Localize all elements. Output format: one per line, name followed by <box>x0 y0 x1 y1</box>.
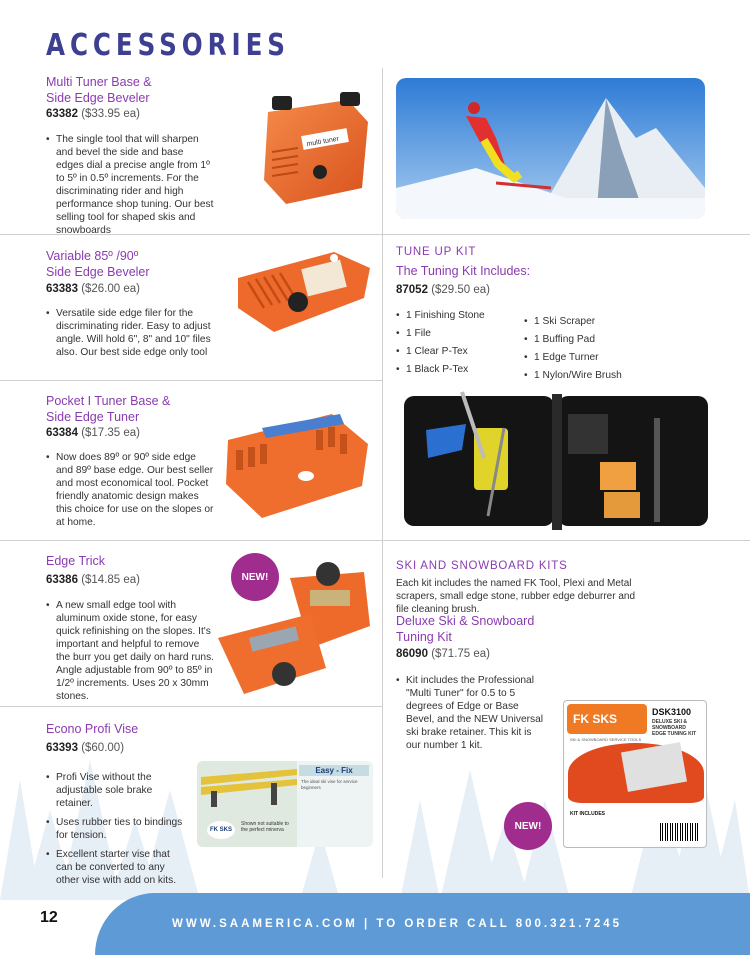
econo-vise-card <box>197 761 373 847</box>
tune-kit-case-image <box>404 388 718 534</box>
product-title-pocket-tuner[interactable]: Pocket I Tuner Base & Side Edge Tuner <box>46 394 171 424</box>
product-title-deluxe-kit[interactable]: Deluxe Ski & Snowboard Tuning Kit <box>396 614 535 644</box>
section-divider <box>0 380 382 381</box>
kit-box-name: DELUXE SKI & SNOWBOARD EDGE TUNING KIT <box>652 719 697 737</box>
product-title-edge-trick[interactable]: Edge Trick <box>46 554 106 568</box>
product-title-variable-beveler[interactable]: Variable 85º /90º Side Edge Beveler <box>46 249 150 279</box>
snow-kits-intro: Each kit includes the named FK Tool, Plexi and Metal scrapers, small edge stone, rubber edge deburrer and file cleaning brush. <box>396 578 636 615</box>
product-description: • Versatile side edge filer for the discriminating rider. Easy to adjust angle. Will hold 6", 8" and 10" files also. Our best side edge only tool <box>46 307 216 365</box>
section-divider <box>382 234 750 235</box>
tune-kit-list-col2: • 1 Ski Scraper • 1 Buffing Pad • 1 Edge Turner • 1 Nylon/Wire Brush <box>524 315 654 382</box>
vise-card-subtitle: The ideal ski vise for service beginners <box>301 779 358 790</box>
product-description: • Now does 89º or 90º side edge and 89º base edge. Our best seller and most economical tool. Pocket friendly anatomic design makes this choice for use on the slopes or at home. <box>46 451 214 535</box>
kit-box-logo: FK SKS <box>567 704 647 734</box>
product-sku-price: 63386 ($14.85 ea) <box>46 574 141 586</box>
footer-contact[interactable]: WWW.SAAMERICA.COM | TO ORDER CALL 800.321.7245 <box>172 918 623 930</box>
product-title-multi-tuner[interactable]: Multi Tuner Base & Side Edge Beveler <box>46 75 152 105</box>
tune-kit-subheading: The Tuning Kit Includes: <box>396 264 531 278</box>
product-sku-price: 63393 ($60.00) <box>46 742 125 754</box>
product-description: • A new small edge tool with aluminum oxide stone, for easy quick refinishing on the slopes. It's important and helpful to remove the burr you get daily on hard runs. Angle adjustable from 90º to 85º in 1/2º increments. Uses 20 x 30mm stones. <box>46 599 214 709</box>
kit-box-sub: SKI & SNOWBOARD SERVICE TOOLS <box>570 737 642 742</box>
page-number: 12 <box>40 909 58 926</box>
section-heading-tune-kit: TUNE UP KIT <box>396 246 477 258</box>
barcode-icon <box>660 823 700 841</box>
fk-sks-logo: FK SKS <box>207 821 235 839</box>
deluxe-kit-box-image <box>563 700 707 848</box>
product-description: • Profi Vise without the adjustable sole brake retainer. • Uses rubber ties to bindings for tension. • Excellent starter vise that can be converted to any other vise with add on kits. <box>46 771 184 893</box>
edge-trick-product-image <box>214 558 374 698</box>
variable-beveler-product-image <box>234 248 374 334</box>
skier-mountain-photo <box>396 78 705 219</box>
vise-ski-image <box>201 769 297 809</box>
svg-text:multi tuner: multi tuner <box>306 135 340 149</box>
new-badge: NEW! <box>504 802 552 850</box>
kit-box-includes: KIT INCLUDES <box>570 811 605 817</box>
product-sku-price: 86090 ($71.75 ea) <box>396 648 491 660</box>
product-description: • Kit includes the Professional "Multi Tuner" for 0.5 to 5 degrees of Edge or Base Bevel, and the NEW Universal ski brake retainer. This kit is our number 1 kit. <box>396 674 546 758</box>
section-divider <box>0 540 750 541</box>
product-title-econo-vise[interactable]: Econo Profi Vise <box>46 722 139 736</box>
product-sku-price: 63383 ($26.00 ea) <box>46 283 141 295</box>
product-sku-price: 63382 ($33.95 ea) <box>46 108 141 120</box>
vise-card-note: Shown not suitable to the perfect minerva <box>241 821 289 833</box>
multi-tuner-product-image <box>258 92 372 208</box>
product-sku-price: 87052 ($29.50 ea) <box>396 284 491 296</box>
product-sku-price: 63384 ($17.35 ea) <box>46 427 141 439</box>
new-badge: NEW! <box>231 553 279 601</box>
tune-kit-list-col1: • 1 Finishing Stone • 1 File • 1 Clear P-Tex • 1 Black P-Tex <box>396 309 516 376</box>
product-description: • The single tool that will sharpen and bevel the side and base edges dial a precise angle from 1º to 5º in 0.5º increments. For the discriminating rider and high performance shop tuning. Our best selling tool for shaped skis and snowboards <box>46 133 214 243</box>
section-heading-snow-kits: SKI AND SNOWBOARD KITS <box>396 560 568 572</box>
pocket-tuner-product-image <box>222 410 372 520</box>
page-title: ACCESSORIES <box>46 28 290 63</box>
kit-box-code: DSK3100 <box>652 707 692 717</box>
column-divider <box>382 68 383 878</box>
vise-card-title: Easy - Fix <box>299 765 369 776</box>
